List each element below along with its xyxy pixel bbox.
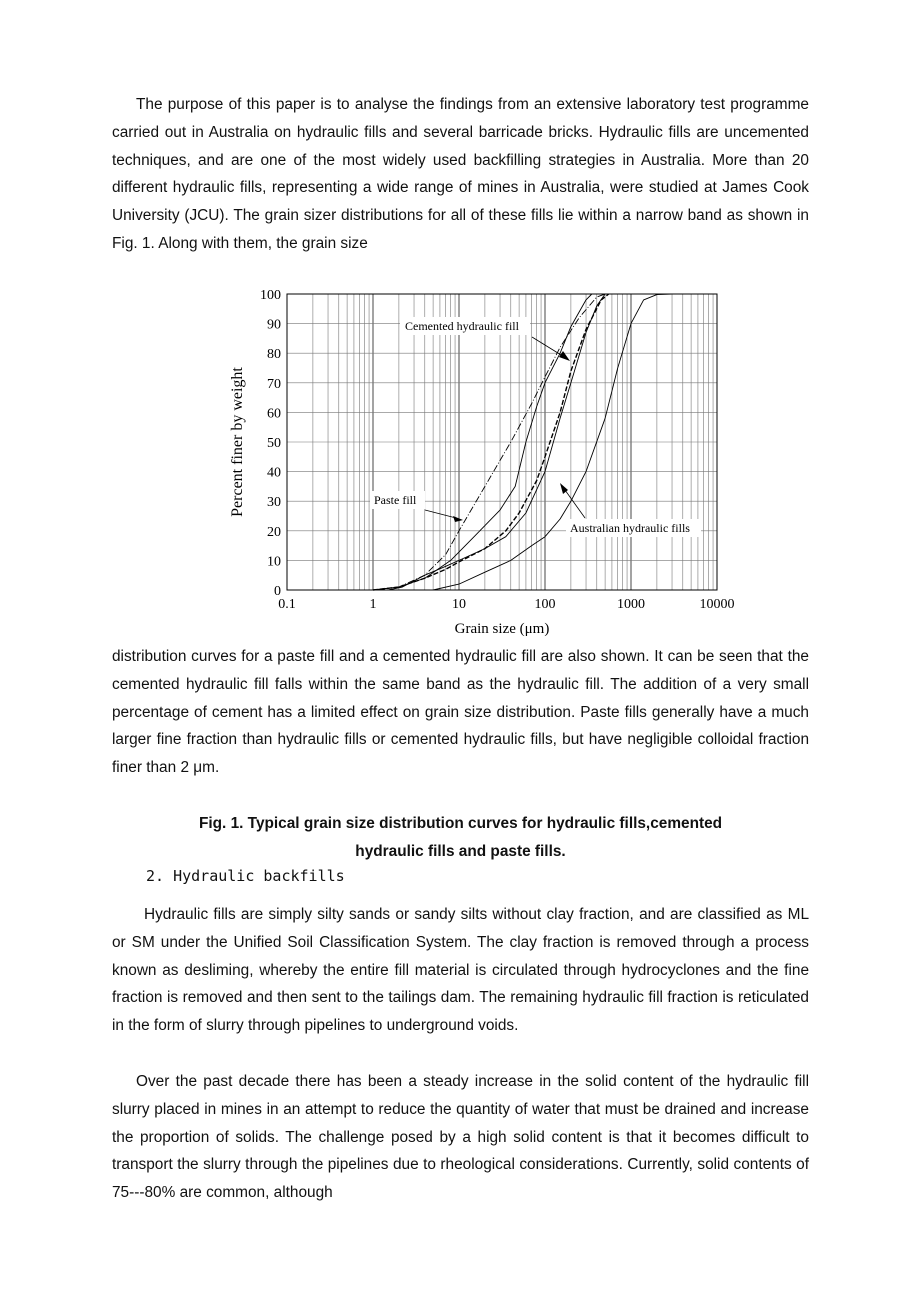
- y-tick-label: 0: [274, 584, 281, 599]
- body-paragraph-intro: The purpose of this paper is to analyse the findings from an extensive laboratory test programme carried out in Australia on hydraulic fills and several barricade bricks. Hydraulic fills are uncemented techniques, and are one of the most widely used backfilling strategies in Australia. More than 20 different hydraulic fills, representing a wide range of mines in Australia, were studied at James Cook University (JCU). The grain sizer distributions for all of these fills lie within a narrow band as shown in Fig. 1. Along with them, the grain size: [112, 96, 809, 252]
- grain-size-chart: [220, 280, 750, 640]
- annotation-australian-hydraulic-fills: Australian hydraulic fills: [570, 521, 690, 535]
- y-tick-label: 70: [267, 376, 281, 392]
- leader-australian: [565, 490, 585, 518]
- x-tick-label: 10: [452, 597, 466, 612]
- x-tick-label: 0.1: [278, 597, 296, 612]
- y-tick-label: 80: [267, 347, 281, 363]
- x-tick-labels: [278, 597, 734, 612]
- body-paragraph-hydraulic-fills: Hydraulic fills are simply silty sands or sandy silts without clay fraction, and are classified as ML or SM under the Unified Soil Classification System. The clay fraction is removed through a process known as desliming, whereby the entire fill material is circulated through hydrocyclones and the fine fraction is removed and then sent to the tailings dam. The remaining hydraulic fill fraction is reticulated in the form of slurry through pipelines to underground voids.: [112, 906, 809, 1035]
- y-tick-label: 40: [267, 465, 281, 481]
- figure-caption: [112, 810, 809, 866]
- x-tick-label: 1: [369, 597, 377, 612]
- y-tick-label: 60: [267, 406, 281, 422]
- y-tick-label: 90: [267, 317, 281, 333]
- y-axis-label: Percent finer by weight: [229, 367, 246, 517]
- figure-caption-line-1: Fig. 1. Typical grain size distribution curves for hydraulic fills,cemented: [198, 815, 723, 832]
- body-paragraph-distribution: distribution curves for a paste fill and a cemented hydraulic fill are also shown. It can be seen that the cemented hydraulic fill falls within the same band as the hydraulic fill. The addition of a very small percentage of cement has a limited effect on grain size distribution. Paste fills generally have a much larger fine fraction than hydraulic fills or cemented hydraulic fills, but have negligible colloidal fraction finer than 2 μm.: [112, 648, 809, 777]
- y-tick-label: 10: [267, 554, 281, 570]
- y-tick-label: 100: [260, 288, 281, 303]
- y-tick-label: 50: [267, 436, 281, 451]
- x-tick-label: 1000: [617, 597, 645, 612]
- y-tick-label: 20: [267, 524, 281, 540]
- section-heading: 2. Hydraulic backfills: [146, 867, 345, 885]
- x-tick-label: 100: [534, 597, 556, 612]
- annotation-paste-fill: Paste fill: [374, 493, 417, 507]
- figure-caption-line-2: hydraulic fills and paste fills.: [355, 842, 566, 860]
- annotation-cemented-hydraulic-fill: Cemented hydraulic fill: [405, 319, 519, 333]
- x-tick-label: 10000: [699, 597, 735, 612]
- leader-paste: [425, 510, 456, 518]
- x-axis-label: Grain size (μm): [454, 621, 550, 637]
- body-paragraph-solid-content: Over the past decade there has been a steady increase in the solid content of the hydraulic fill slurry placed in mines in an attempt to reduce the quantity of water that must be drained and increase the proportion of solids. The challenge posed by a high solid content is that it becomes difficult to transport the slurry through the pipelines due to rheological considerations. Currently, solid contents of 75---80% are common, although: [112, 1073, 809, 1202]
- arrow-paste: [453, 516, 463, 522]
- grain-size-figure: [220, 280, 750, 645]
- y-tick-label: 30: [267, 495, 281, 511]
- y-tick-labels: [260, 288, 281, 599]
